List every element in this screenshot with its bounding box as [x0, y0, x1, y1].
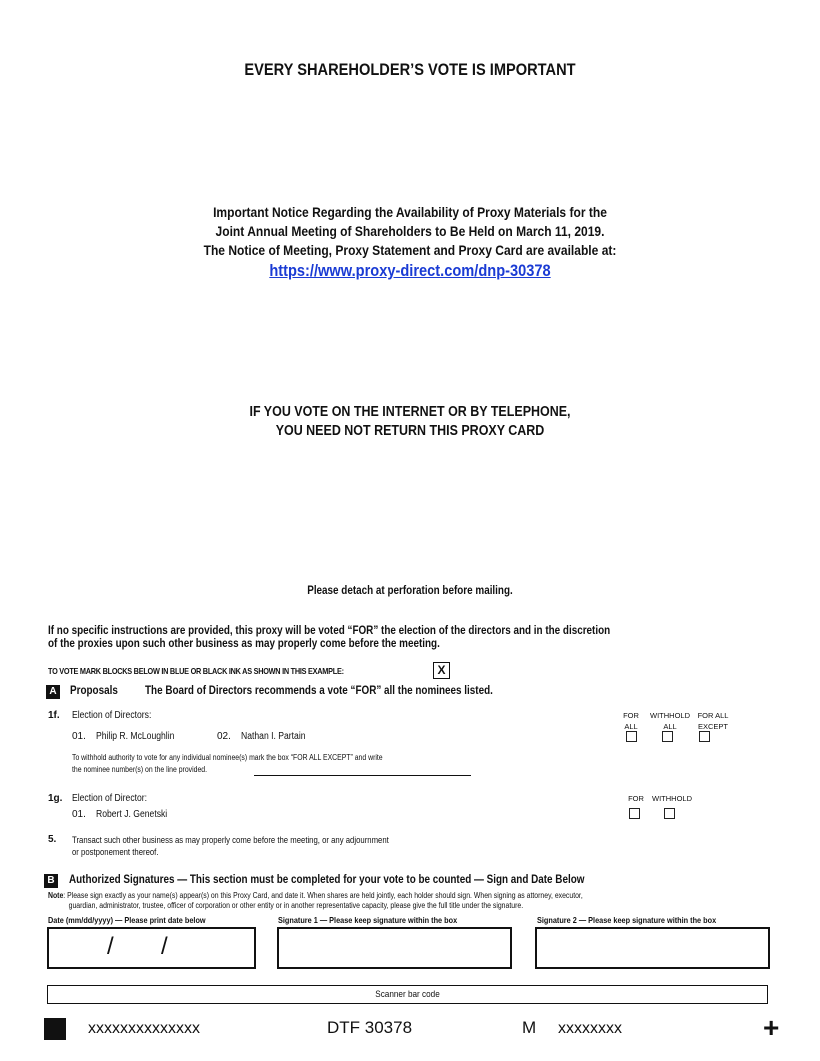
checkbox-1f-withhold-all[interactable]	[662, 731, 673, 742]
nominee-1g-name: Robert J. Genetski	[96, 809, 168, 820]
footer-m: M	[522, 1018, 537, 1037]
proposal-5-text: Transact such other business as may properly come before the meeting, or any adjournment or postponement thereof.	[72, 835, 389, 857]
notice-block	[0, 203, 820, 260]
proposal-1g-number: 1g.	[48, 793, 63, 804]
example-mark-box: X	[433, 662, 450, 679]
date-separator-1: /	[107, 933, 114, 960]
signature-1-label: Signature 1 — Please keep signature within the box	[278, 915, 458, 925]
scanner-bar-code: Scanner bar code	[47, 985, 768, 1004]
nominee-1g-number: 01.	[72, 809, 86, 820]
footer-code-1: xxxxxxxxxxxxxx	[88, 1020, 200, 1037]
nominee-write-in-line[interactable]	[254, 775, 471, 776]
footer-code-2: xxxxxxxx	[558, 1020, 622, 1037]
col-header-for-all: FOR ALL	[623, 711, 639, 731]
col-header-1g-for: FOR	[628, 794, 644, 803]
section-a-badge: A	[46, 685, 60, 699]
mark-example-label: TO VOTE MARK BLOCKS BELOW IN BLUE OR BLACK INK AS SHOWN IN THIS EXAMPLE:	[48, 666, 344, 676]
proposal-1f-number: 1f.	[48, 710, 60, 721]
withhold-instructions: To withhold authority to vote for any individual nominee(s) mark the box “FOR ALL EXCEPT” and write the nominee number(s) on the line provided.	[72, 753, 383, 774]
section-b-title: Authorized Signatures — This section must be completed for your vote to be counted — Sign and Date Below	[69, 874, 585, 886]
proposal-1f-label: Election of Directors:	[72, 710, 152, 721]
signature-2-label: Signature 2 — Please keep signature within the box	[537, 915, 717, 925]
date-label: Date (mm/dd/yyyy) — Please print date below	[48, 915, 206, 925]
internet-notice: IF YOU VOTE ON THE INTERNET OR BY TELEPHONE, YOU NEED NOT RETURN THIS PROXY CARD	[249, 404, 571, 439]
instructions-text: If no specific instructions are provided, this proxy will be voted “FOR” the election of the directors and in the discretion of the proxies upon such other business as may properly come before the meeting.	[48, 625, 611, 650]
proposal-5-number: 5.	[48, 834, 57, 845]
checkbox-1f-for-all[interactable]	[626, 731, 637, 742]
nominee-1-name: Philip R. McLoughlin	[96, 731, 175, 742]
notice-line-3: The Notice of Meeting, Proxy Statement and Proxy Card are available at:	[203, 242, 617, 258]
section-a-title: Proposals	[70, 685, 118, 697]
col-header-withhold-all: WITHHOLD ALL	[650, 711, 690, 731]
checkbox-1f-for-all-except[interactable]	[699, 731, 710, 742]
registration-mark	[44, 1018, 66, 1040]
section-b-badge: B	[44, 874, 58, 888]
notice-line-1: Important Notice Regarding the Availability of Proxy Materials for the	[213, 204, 607, 220]
footer-dtf: DTF 30378	[327, 1018, 413, 1037]
proxy-url-wrap	[0, 261, 820, 281]
section-a-recommendation: The Board of Directors recommends a vote “FOR” all the nominees listed.	[145, 685, 493, 697]
signature-note: Note: Please sign exactly as your name(s) appear(s) on this Proxy Card, and date it. When shares are held jointly, each holder should sign. When signing as attorney, executor, guardian, administrator, trustee, officer of corporation or other entity or in another representative capacity, please give the full title under the signature.	[48, 891, 583, 910]
nominee-2-number: 02.	[217, 731, 231, 742]
proposal-1g-label: Election of Director:	[72, 793, 148, 804]
notice-line-2: Joint Annual Meeting of Shareholders to Be Held on March 11, 2019.	[215, 223, 605, 239]
proxy-url-link[interactable]: https://www.proxy-direct.com/dnp-30378	[269, 261, 551, 280]
signature-2-field[interactable]	[535, 927, 770, 969]
nominee-2-name: Nathan I. Partain	[241, 731, 306, 742]
col-header-1g-withhold: WITHHOLD	[652, 794, 692, 803]
checkbox-1g-withhold[interactable]	[664, 808, 675, 819]
date-field[interactable]	[47, 927, 256, 969]
col-header-for-all-except: FOR ALL EXCEPT	[697, 711, 729, 731]
checkbox-1g-for[interactable]	[629, 808, 640, 819]
signature-1-field[interactable]	[277, 927, 512, 969]
page-title: EVERY SHAREHOLDER’S VOTE IS IMPORTANT	[244, 60, 576, 79]
detach-note: Please detach at perforation before mailing.	[307, 585, 513, 597]
nominee-1-number: 01.	[72, 731, 86, 742]
plus-mark: +	[763, 1012, 780, 1043]
date-separator-2: /	[161, 933, 168, 960]
